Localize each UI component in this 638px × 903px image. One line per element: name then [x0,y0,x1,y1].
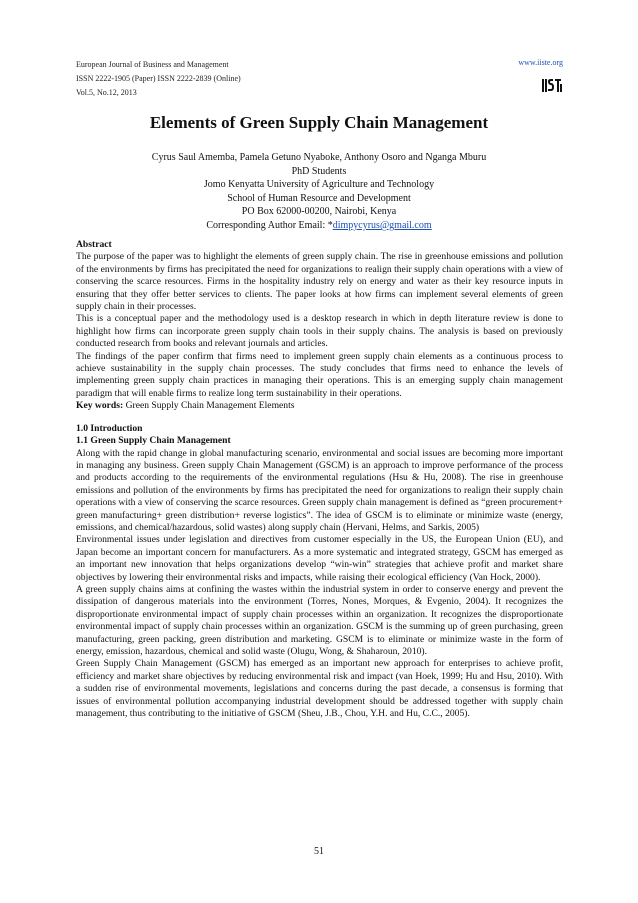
paper-title: Elements of Green Supply Chain Management [149,113,489,132]
subsection-heading: 1.1 Green Supply Chain Management [76,435,231,447]
author-school: School of Human Resource and Development [227,192,411,204]
section-paragraph-2: Environmental issues under legislation and directives from customer especially in the US, the European Union (EU), and Japan become an important concern for manufacturers. As a more systematic and integrated strategy, GSCM has emerged as an important new innovation that helps organizations develop “win-win” strategies that achieve profit and market share objectives by lowering their environmental risks and impacts, while raising their ecological efficiency (Van Hock, 2000). [76,534,563,583]
author-address: PO Box 62000-00200, Nairobi, Kenya [241,206,397,218]
keywords-text: Green Supply Chain Management Elements [123,400,295,412]
keywords-line [76,400,563,412]
iiste-logo [541,76,563,94]
section-paragraph-3: A green supply chains aims at confining the wastes within the industrial system in order to conserve energy and prevent the dissipation of dangerous materials into the environment (Torres, Nones, Morques, & Evgenio, 2004). It recognizes the disproportionate environmental impact of supply chain processes within an organization. It recognizes the disproportionate environmental impact of supply chain processes within an organization. GSCM is the summing up of green purchasing, green manufacturing, green packing, green distribution and marketing. GSCM is to eliminate or minimize waste in the form of energy, emission, hazardous, chemical and solid waste (Olugu, Wong, & Shaharoun, 2010). [76,583,563,657]
section-heading: 1.0 Introduction [76,422,143,434]
journal-header [76,58,241,100]
abstract-heading: Abstract [76,239,112,250]
abstract-paragraph-2: This is a conceptual paper and the methodology used is a desktop research in which in depth literature review is done to highlight how firms can incorporate green supply chain tools in their supply chains. The analysis is based on previously conducted research from books and relevant journals and articles. [76,313,563,350]
author-names: Cyrus Saul Amemba, Pamela Getuno Nyaboke, Anthony Osoro and Nganga Mburu [151,152,487,163]
keywords-label: Key words: [76,400,124,412]
journal-url-link[interactable]: www.iiste.org [518,58,563,67]
email-link[interactable]: dimpycyrus@gmail.com [332,219,432,231]
journal-issn: ISSN 2222-1905 (Paper) ISSN 2222-2839 (Online) [76,74,241,83]
author-block [0,151,638,233]
author-university: Jomo Kenyatta University of Agriculture and Technology [203,179,435,191]
author-email-line [0,219,638,233]
abstract-paragraph-1: The purpose of the paper was to highlight the elements of green supply chain. The rise in greenhouse emissions and pollution of the environments by firms has precipitated the need for organizations to realign their supply chain operations with a view of conserving the scarce resources. Firms in the hospitality industry rely on energy and water as their key resource inputs in ensuring that they offer better services to clients. The paper looks at how firms can implement several elements of green supply chain in their processes. [76,251,563,313]
abstract-paragraph-3: The findings of the paper confirm that firms need to implement green supply chain elements as a continuous process to achieve sustainability in the supply chain processes. The study concludes that firms need to enhance the levels of implementing green supply chain practices in managing their operations. This is an emerging supply chain management paradigm that will enable firms to realize long term sustainability in their operations. [76,350,563,399]
section-paragraph-4: Green Supply Chain Management (GSCM) has emerged as an important new approach for enterprises to achieve profit, efficiency and market share objectives by reducing environmental risk and impact (van Hoek, 1999; Hu and Hsu, 2010). With a sudden rise of environmental movements, legislations and concerns during the past decade, a consensus is forming that issues of environmental pollution accompanying industrial development should be addressed together with supply chain management, thus contributing to the initiative of GSCM (Sheu, J.B., Chou, Y.H. and Hu, C.C., 2005). [76,658,563,720]
journal-name: European Journal of Business and Management [76,60,229,69]
page-number: 51 [314,846,324,857]
author-role: PhD Students [291,165,347,177]
section-paragraph-1: Along with the rapid change in global manufacturing scenario, environmental and social issues are becoming more important in managing any business. Green supply Chain Management (GSCM) is an approach to improve performance of the process and products according to the requirements of the environmental regulations (Hsu & Hu, 2008). The rise in greenhouse emissions and pollution of the environments by firms has precipitated the need for organizations to realign their supply chain operations with a view of conserving the scarce resources. Green supply chain management is defined as “green procurement+ green manufacturing+ green distribution+ reverse logistics”. The idea of GSCM is to eliminate or minimize waste (energy, emissions, and chemical/hazardous, solid wastes) along supply chain (Hervani, Helms, and Sarkis, 2005) [76,447,563,533]
email-label: Corresponding Author Email: * [206,219,333,231]
paper-body [76,239,563,720]
journal-volume: Vol.5, No.12, 2013 [76,88,137,97]
